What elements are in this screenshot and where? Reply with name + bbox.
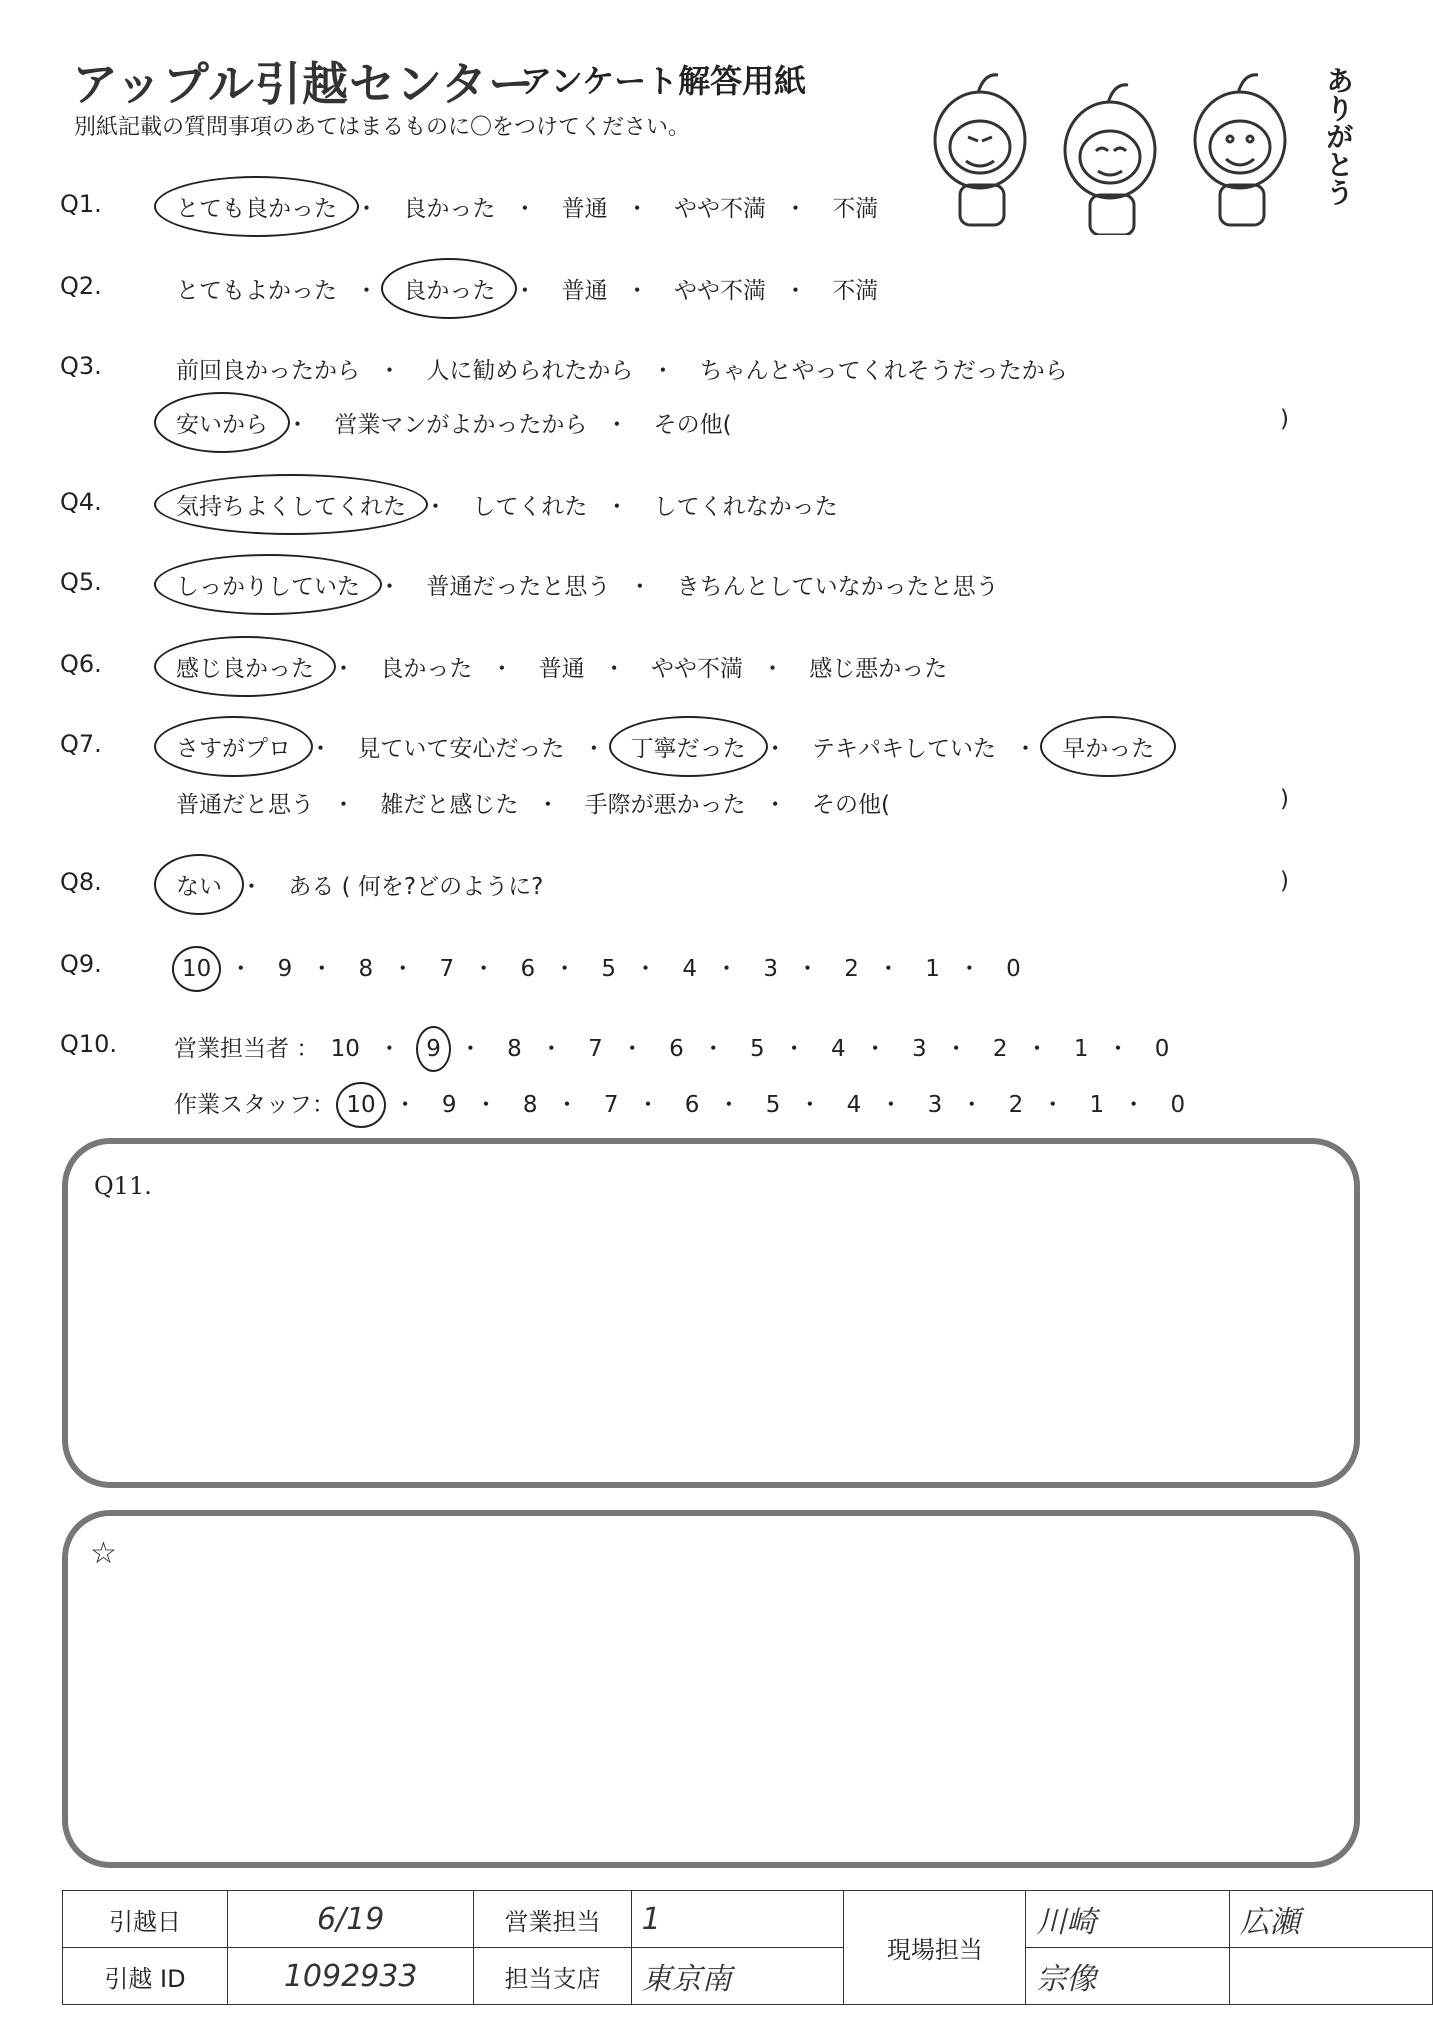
- q9-score-0[interactable]: 0: [1006, 956, 1021, 982]
- form-subtitle: アンケート解答用紙: [520, 62, 807, 100]
- q4-option-1[interactable]: 気持ちよくしてくれた: [172, 488, 410, 521]
- move-date-label: 引越日: [63, 1891, 228, 1948]
- monkey-mascot-illustration: [880, 55, 1350, 235]
- q10-sales-score-10[interactable]: 10: [330, 1036, 360, 1062]
- q9-score-4[interactable]: 4: [682, 956, 697, 982]
- q7-option-2[interactable]: 見ていて安心だった: [357, 736, 565, 762]
- q5-label: Q5.: [60, 568, 102, 596]
- q7-option-8[interactable]: 手際が悪かった: [584, 792, 746, 818]
- q10-staff-score-10[interactable]: 10: [342, 1092, 379, 1118]
- branch-label: 担当支店: [474, 1948, 631, 2005]
- q10-sales-score-6[interactable]: 6: [669, 1036, 684, 1062]
- q10-label: Q10.: [60, 1030, 118, 1058]
- q10-staff-row: 作業スタッフ： 10 ・ 9 ・ 8 ・ 7 ・ 6 ・ 5 ・ 4 ・ 3 ・ 2 ・ 1 ・ 0: [174, 1086, 1189, 1119]
- q5-option-3[interactable]: きちんとしていなかったと思う: [676, 574, 999, 600]
- q1-options: とても良かった ・ 良かった ・ 普通 ・ やや不満 ・ 不満: [172, 190, 882, 223]
- q7-option-4[interactable]: テキパキしていた: [811, 736, 996, 762]
- q8-options: ない ・ ある ( 何を?どのように?: [172, 868, 547, 901]
- q3-option-6[interactable]: その他(: [653, 412, 732, 438]
- q10-sales-score-4[interactable]: 4: [830, 1036, 846, 1062]
- q2-option-3[interactable]: 普通: [561, 278, 608, 304]
- site-staff-3[interactable]: 宗像: [1026, 1948, 1229, 2005]
- move-id-value[interactable]: 1092933: [227, 1948, 473, 2005]
- sales-label: 営業担当: [474, 1891, 631, 1948]
- q4-option-2[interactable]: してくれた: [472, 494, 588, 520]
- q5-options: しっかりしていた ・ 普通だったと思う ・ きちんとしていなかったと思う: [172, 568, 1003, 601]
- q7-options-line1: さすがプロ ・ 見ていて安心だった ・ 丁寧だった ・ テキパキしていた ・ 早かった: [172, 730, 1158, 763]
- q4-option-3[interactable]: してくれなかった: [653, 494, 838, 520]
- q10-sales-score-0[interactable]: 0: [1154, 1036, 1170, 1062]
- q7-option-3[interactable]: 丁寧だった: [627, 730, 750, 763]
- q9-score-8[interactable]: 8: [358, 956, 374, 982]
- q2-option-2[interactable]: 良かった: [399, 272, 499, 305]
- branch-value[interactable]: 東京南: [631, 1948, 844, 2005]
- q6-option-5[interactable]: 感じ悪かった: [809, 656, 948, 682]
- q7-label: Q7.: [60, 730, 102, 758]
- q11-comment-box[interactable]: [62, 1138, 1360, 1488]
- q10-sales-score-9[interactable]: 9: [422, 1036, 445, 1062]
- move-info-table: [62, 1890, 1433, 2005]
- site-staff-1[interactable]: 川崎: [1026, 1891, 1229, 1948]
- q10-sales-row: 営業担当者 ： 10 ・ 9 ・ 8 ・ 7 ・ 6 ・ 5 ・ 4 ・ 3 ・ 2 ・ 1 ・ 0: [174, 1030, 1173, 1063]
- star-icon: ☆: [90, 1536, 117, 1571]
- star-comment-box[interactable]: [62, 1510, 1360, 1868]
- q3-option-2[interactable]: 人に勧められたから: [426, 358, 634, 384]
- q4-label: Q4.: [60, 488, 102, 516]
- q9-score-7[interactable]: 7: [439, 956, 455, 982]
- q9-score-5[interactable]: 5: [601, 956, 617, 982]
- q7-options-line2: 普通だと思う ・ 雑だと感じた ・ 手際が悪かった ・ その他(: [172, 786, 894, 819]
- q9-score-2[interactable]: 2: [844, 956, 859, 982]
- q9-score-9[interactable]: 9: [277, 956, 293, 982]
- move-date-value[interactable]: 6/19: [227, 1891, 473, 1948]
- q1-option-5[interactable]: 不満: [832, 196, 879, 222]
- q10-staff-score-5[interactable]: 5: [765, 1092, 781, 1118]
- q7-option-1[interactable]: さすがプロ: [172, 730, 295, 763]
- q3-label: Q3.: [60, 352, 102, 380]
- q10-staff-score-7[interactable]: 7: [603, 1092, 619, 1118]
- q7-option-7[interactable]: 雑だと感じた: [380, 792, 519, 818]
- q10-staff-score-2[interactable]: 2: [1008, 1092, 1024, 1118]
- q4-options: 気持ちよくしてくれた ・ してくれた ・ してくれなかった: [172, 488, 842, 521]
- q8-option-1[interactable]: ない: [172, 868, 226, 901]
- q10-staff-score-1[interactable]: 1: [1089, 1092, 1105, 1118]
- q2-option-4[interactable]: やや不満: [673, 278, 766, 304]
- q2-options: とてもよかった ・ 良かった ・ 普通 ・ やや不満 ・ 不満: [172, 272, 882, 305]
- q11-label: Q11.: [94, 1172, 152, 1200]
- company-title: アップル引越センター: [72, 57, 536, 111]
- q3-options-line2: 安いから ・ 営業マンがよかったから ・ その他(: [172, 406, 736, 439]
- q10-sales-score-5[interactable]: 5: [750, 1036, 765, 1062]
- q10-staff-score-9[interactable]: 9: [441, 1092, 457, 1118]
- q8-close-paren: ): [1280, 868, 1289, 894]
- q10-sales-score-7[interactable]: 7: [588, 1036, 603, 1062]
- q2-option-1[interactable]: とてもよかった: [176, 278, 337, 304]
- instruction-text: 別紙記載の質問事項のあてはまるものに〇をつけてください。: [74, 115, 691, 140]
- q7-option-9[interactable]: その他(: [811, 792, 890, 818]
- q7-option-5[interactable]: 早かった: [1058, 730, 1158, 763]
- q3-options-line1: 前回良かったから ・ 人に勧められたから ・ ちゃんとやってくれそうだったから: [172, 352, 1072, 385]
- q3-option-5[interactable]: 営業マンがよかったから: [334, 412, 588, 438]
- q1-option-4[interactable]: やや不満: [673, 196, 766, 222]
- q10-sales-label: 営業担当者 ：: [174, 1036, 320, 1062]
- q9-score-1[interactable]: 1: [925, 956, 940, 982]
- q6-option-4[interactable]: やや不満: [650, 656, 743, 682]
- q10-staff-label: 作業スタッフ：: [174, 1092, 335, 1118]
- q6-label: Q6.: [60, 650, 102, 678]
- q2-option-5[interactable]: 不満: [832, 278, 879, 304]
- q10-sales-score-3[interactable]: 3: [911, 1036, 927, 1062]
- q1-option-3[interactable]: 普通: [561, 196, 608, 222]
- site-staff-4[interactable]: [1229, 1948, 1432, 2005]
- q1-option-1[interactable]: とても良かった: [172, 190, 341, 223]
- q3-option-4[interactable]: 安いから: [172, 406, 272, 439]
- q10-staff-score-8[interactable]: 8: [522, 1092, 538, 1118]
- q9-score-10[interactable]: 10: [178, 956, 215, 982]
- q3-option-3[interactable]: ちゃんとやってくれそうだったから: [699, 358, 1068, 384]
- q5-option-1[interactable]: しっかりしていた: [172, 568, 364, 601]
- q10-sales-score-8[interactable]: 8: [507, 1036, 522, 1062]
- q10-staff-score-0[interactable]: 0: [1170, 1092, 1186, 1118]
- site-staff-2[interactable]: 広瀬: [1229, 1891, 1432, 1948]
- q7-option-6[interactable]: 普通だと思う: [176, 792, 314, 818]
- q10-staff-score-4[interactable]: 4: [846, 1092, 862, 1118]
- q2-label: Q2.: [60, 272, 102, 300]
- q7-close-paren: ): [1280, 786, 1289, 812]
- site-label: 現場担当: [844, 1891, 1026, 2005]
- q1-option-2[interactable]: 良かった: [403, 196, 496, 222]
- q8-option-2[interactable]: ある ( 何を?どのように?: [288, 874, 544, 900]
- q10-staff-score-6[interactable]: 6: [684, 1092, 700, 1118]
- q9-label: Q9.: [60, 950, 102, 978]
- q6-option-3[interactable]: 普通: [538, 656, 585, 682]
- thanks-text: ありがとう: [1322, 66, 1355, 206]
- q5-option-2[interactable]: 普通だったと思う: [426, 574, 611, 600]
- q3-option-1[interactable]: 前回良かったから: [176, 358, 360, 384]
- q6-options: 感じ良かった ・ 良かった ・ 普通 ・ やや不満 ・ 感じ悪かった: [172, 650, 951, 683]
- q6-option-2[interactable]: 良かった: [380, 656, 473, 682]
- q9-scale: 10 ・ 9 ・ 8 ・ 7 ・ 6 ・ 5 ・ 4 ・ 3 ・ 2 ・ 1 ・ 0: [178, 950, 1025, 983]
- sales-value[interactable]: 1: [631, 1891, 844, 1948]
- q8-label: Q8.: [60, 868, 102, 896]
- q3-close-paren: ): [1280, 406, 1289, 432]
- q10-sales-score-2[interactable]: 2: [992, 1036, 1008, 1062]
- move-id-label: 引越 ID: [63, 1948, 228, 2005]
- q9-score-3[interactable]: 3: [763, 956, 778, 982]
- q6-option-1[interactable]: 感じ良かった: [172, 650, 318, 683]
- q10-staff-score-3[interactable]: 3: [927, 1092, 943, 1118]
- q1-label: Q1.: [60, 190, 102, 218]
- q10-sales-score-1[interactable]: 1: [1073, 1036, 1089, 1062]
- q9-score-6[interactable]: 6: [520, 956, 536, 982]
